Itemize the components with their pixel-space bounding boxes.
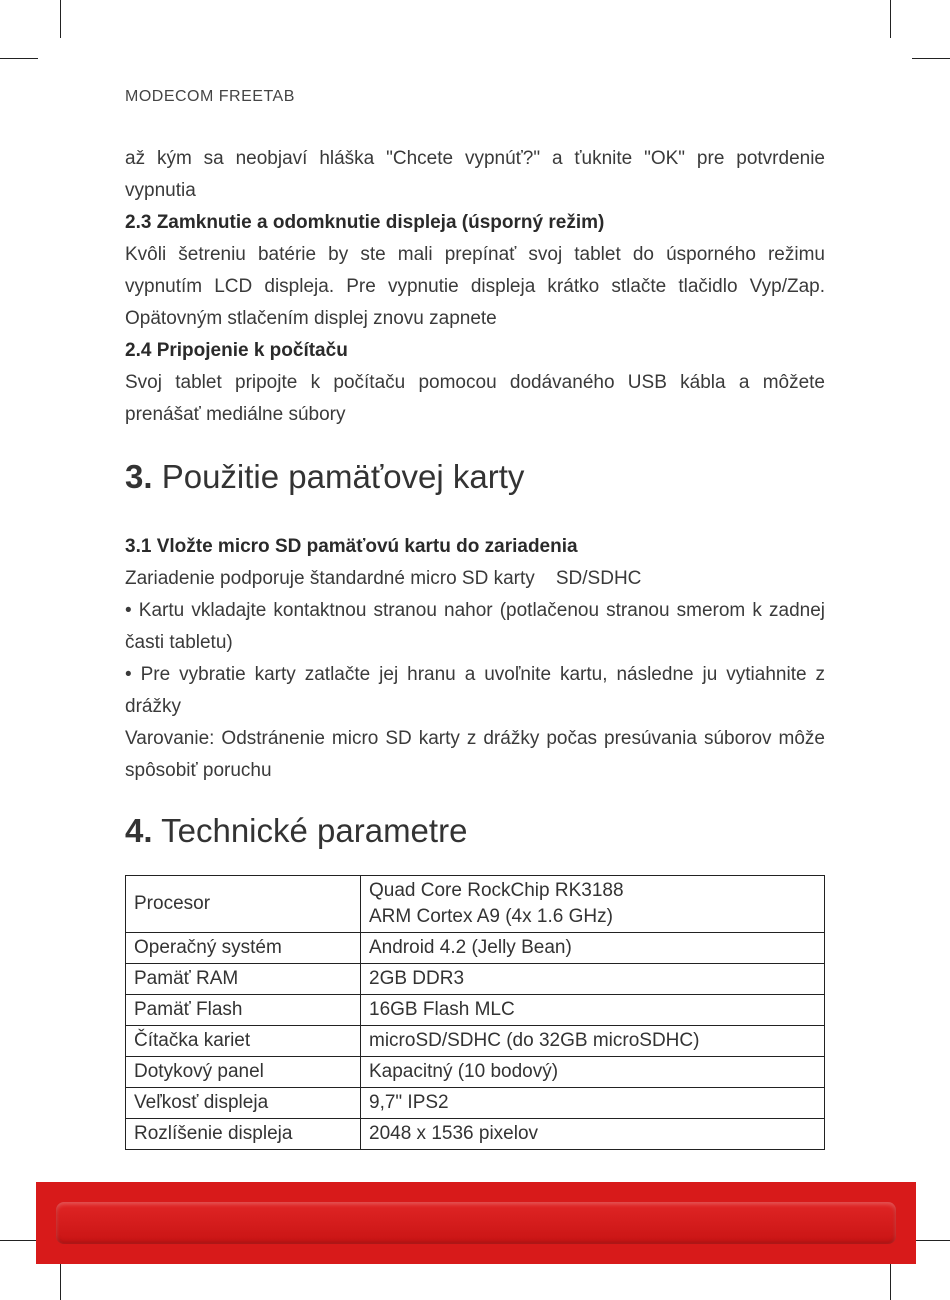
spec-value: 2GB DDR3 xyxy=(361,964,825,995)
spec-value: 2048 x 1536 pixelov xyxy=(361,1119,825,1150)
crop-mark xyxy=(912,58,950,59)
paragraph: Svoj tablet pripojte k počítaču pomocou dodávaného USB kábla a môžete prenášať mediálne súbory xyxy=(125,372,825,425)
paragraph: Kvôli šetreniu batérie by ste mali prepínať svoj tablet do úsporného režimu vypnutím LCD displeja. Pre vypnutie displeja krátko stlačte tlačidlo Vyp/Zap. Opätovným stlačením displej znovu zapnete xyxy=(125,244,825,329)
table-row xyxy=(126,995,825,1026)
footer-bar xyxy=(36,1182,916,1264)
spec-key: Čítačka kariet xyxy=(126,1026,361,1057)
bullet-item: • Pre vybratie karty zatlačte jej hranu a uvoľnite kartu, následne ju vytiahnite z drážky xyxy=(125,664,825,717)
chapter-number: 3. xyxy=(125,458,153,495)
spec-value: microSD/SDHC (do 32GB microSDHC) xyxy=(361,1026,825,1057)
spec-value: Kapacitný (10 bodový) xyxy=(361,1057,825,1088)
bullet-item: • Kartu vkladajte kontaktnou stranou nahor (potlačenou stranou smerom k zadnej časti tabletu) xyxy=(125,600,825,653)
crop-mark xyxy=(890,1262,891,1300)
spec-value: 9,7" IPS2 xyxy=(361,1088,825,1119)
chapter-title: Použitie pamäťovej karty xyxy=(161,458,525,495)
table-row xyxy=(126,933,825,964)
spec-key: Rozlíšenie displeja xyxy=(126,1119,361,1150)
spec-key: Dotykový panel xyxy=(126,1057,361,1088)
footer-decoration xyxy=(56,1202,896,1244)
spec-key: Veľkosť displeja xyxy=(126,1088,361,1119)
crop-mark xyxy=(890,0,891,38)
crop-mark xyxy=(60,1262,61,1300)
spec-key: Pamäť RAM xyxy=(126,964,361,995)
table-row xyxy=(126,964,825,995)
spec-key: Procesor xyxy=(126,876,361,933)
spec-value: 16GB Flash MLC xyxy=(361,995,825,1026)
table-row xyxy=(126,876,825,933)
spec-value: Quad Core RockChip RK3188 ARM Cortex A9 (4x 1.6 GHz) xyxy=(361,876,825,933)
section-title-3-1: 3.1 Vložte micro SD pamäťovú kartu do zariadenia xyxy=(125,536,578,557)
document-body xyxy=(125,143,825,851)
chapter-number: 4. xyxy=(125,812,153,849)
crop-mark xyxy=(0,1240,38,1241)
warning-text: Varovanie: Odstránenie micro SD karty z drážky počas presúvania súborov môže spôsobiť poruchu xyxy=(125,728,825,781)
table-row xyxy=(126,1088,825,1119)
crop-mark xyxy=(912,1240,950,1241)
table-row xyxy=(126,1026,825,1057)
section-title-2-4: 2.4 Pripojenie k počítaču xyxy=(125,340,348,361)
paragraph: až kým sa neobjaví hláška "Chcete vypnúť?" a ťuknite "OK" pre potvrdenie vypnutia xyxy=(125,148,825,201)
page-header: MODECOM FREETAB xyxy=(125,88,295,105)
spec-key: Operačný systém xyxy=(126,933,361,964)
spec-table xyxy=(125,875,825,1150)
chapter-heading-3 xyxy=(125,457,825,497)
section-title-2-3: 2.3 Zamknutie a odomknutie displeja (úsporný režim) xyxy=(125,212,605,233)
crop-mark xyxy=(60,0,61,38)
table-row xyxy=(126,1057,825,1088)
chapter-title: Technické parametre xyxy=(161,812,468,849)
spec-key: Pamäť Flash xyxy=(126,995,361,1026)
spec-value: Android 4.2 (Jelly Bean) xyxy=(361,933,825,964)
crop-mark xyxy=(0,58,38,59)
chapter-heading-4 xyxy=(125,811,825,851)
paragraph: Zariadenie podporuje štandardné micro SD karty SD/SDHC xyxy=(125,568,642,589)
table-row xyxy=(126,1119,825,1150)
